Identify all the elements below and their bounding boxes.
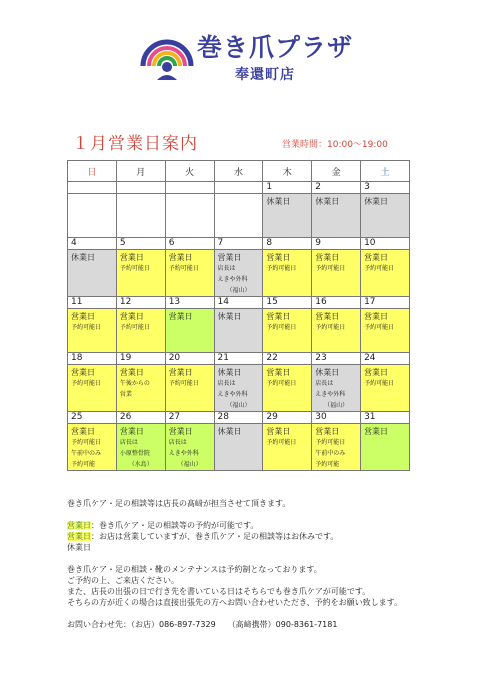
day-number: 3 — [361, 182, 409, 194]
day-note: 予約可能日 — [266, 265, 297, 272]
calendar-day-cell — [361, 412, 410, 471]
day-note: 予約可能日 — [315, 439, 346, 446]
calendar-week-row — [68, 297, 410, 353]
weekday-sat: 土 — [361, 161, 410, 182]
day-number: 6 — [166, 238, 214, 250]
day-status — [68, 194, 116, 196]
calendar-day-cell — [312, 182, 361, 238]
legend-lime-text: ：お店は営業していますが、巻き爪ケア・足の相談等はお休みです。 — [91, 532, 339, 541]
calendar-day-cell — [116, 353, 165, 412]
day-note: （福山） — [226, 402, 251, 409]
day-status: 休業日 — [364, 197, 389, 206]
reservation-note-2: ご予約の上、ご来店ください。 — [67, 576, 179, 585]
day-status: 休業日 — [71, 253, 95, 262]
day-number: 8 — [263, 238, 311, 250]
day-number: 19 — [117, 353, 165, 365]
business-hours: 営業時間：10:00〜19:00 — [282, 140, 388, 150]
day-number — [68, 182, 116, 194]
brand-name: 巻き爪プラザ — [197, 33, 354, 62]
day-note: 午後からの — [119, 380, 150, 387]
day-note: 予約可能日 — [119, 324, 150, 331]
legend-yellow-text: ：巻き爪ケア・足の相談等の予約が可能です。 — [91, 521, 259, 530]
day-note: 予約可能日 — [168, 380, 199, 387]
day-note: 予約可能日 — [266, 439, 297, 446]
logo — [139, 28, 354, 90]
day-status: 休業日 — [315, 197, 340, 206]
legend-lime — [67, 531, 467, 542]
day-note: 午前中のみ — [315, 450, 346, 457]
calendar-day-cell — [263, 297, 312, 353]
day-note: 予約可能日 — [266, 324, 297, 331]
calendar-day-cell — [361, 353, 410, 412]
day-note: 予約可能日 — [71, 380, 102, 387]
calendar-day-cell — [116, 238, 165, 297]
calendar-day-cell — [116, 182, 165, 238]
day-note: 午前中のみ — [71, 450, 102, 457]
day-status: 休業日 — [315, 368, 340, 377]
day-status: 営業日 — [364, 427, 389, 436]
weekday-fri: 金 — [312, 161, 361, 182]
calendar-day-cell — [214, 353, 263, 412]
day-note: 予約可能日 — [364, 265, 395, 272]
reservation-note-4: そちらの方が近くの場合は直接出張先の方へお問い合わせいただき、予約をお願い致します。 — [67, 598, 403, 607]
day-note: 店長は — [168, 439, 187, 446]
day-number: 18 — [68, 353, 116, 365]
day-number: 24 — [361, 353, 409, 365]
calendar-day-cell — [68, 353, 117, 412]
day-note: （福山） — [324, 402, 349, 409]
weekday-header-row — [68, 161, 410, 182]
day-status — [117, 194, 165, 196]
day-note: 予約可能日 — [364, 380, 395, 387]
legend-gray — [67, 542, 467, 553]
day-status: 営業日 — [168, 312, 193, 321]
day-number: 17 — [361, 297, 409, 309]
day-status: 営業日 — [71, 427, 95, 436]
day-number: 16 — [312, 297, 360, 309]
calendar-week-row — [68, 353, 410, 412]
legend-lime-label: 営業日 — [67, 532, 91, 541]
day-status: 営業日 — [315, 253, 340, 262]
calendar-day-cell — [361, 238, 410, 297]
calendar-day-cell — [263, 412, 312, 471]
calendar-day-cell — [68, 412, 117, 471]
calendar-day-cell — [263, 182, 312, 238]
day-status: 営業日 — [364, 253, 389, 262]
calendar — [67, 160, 410, 471]
day-status: 営業日 — [119, 253, 144, 262]
day-number: 30 — [312, 412, 360, 424]
day-note: 店長は — [217, 265, 236, 272]
day-number — [166, 182, 214, 194]
day-number: 29 — [263, 412, 311, 424]
calendar-day-cell — [312, 238, 361, 297]
day-status: 営業日 — [71, 312, 95, 321]
day-status: 営業日 — [364, 368, 389, 377]
day-number: 15 — [263, 297, 311, 309]
day-number: 5 — [117, 238, 165, 250]
day-note: えきや外科 — [168, 450, 199, 457]
reservation-note-1: 巻き爪ケア・足の相談・靴のメンテナンスは予約制となっております。 — [67, 565, 322, 574]
legend-yellow — [67, 520, 467, 531]
day-status: 休業日 — [217, 312, 242, 321]
legend-gray-label: 休業日 — [67, 543, 91, 552]
day-number — [117, 182, 165, 194]
calendar-day-cell — [312, 412, 361, 471]
calendar-day-cell — [214, 297, 263, 353]
legend-yellow-label: 営業日 — [67, 521, 91, 530]
calendar-day-cell — [312, 353, 361, 412]
weekday-sun: 日 — [68, 161, 117, 182]
day-number: 12 — [117, 297, 165, 309]
day-status: 営業日 — [168, 368, 193, 377]
page-title: １月営業日案内 — [72, 134, 198, 154]
day-number: 20 — [166, 353, 214, 365]
calendar-day-cell — [68, 297, 117, 353]
day-status: 営業日 — [315, 312, 340, 321]
day-status: 休業日 — [266, 197, 291, 206]
day-number: 31 — [361, 412, 409, 424]
day-note: えきや外科 — [217, 391, 248, 398]
day-number: 1 — [263, 182, 311, 194]
day-number: 4 — [68, 238, 116, 250]
day-status: 営業日 — [364, 312, 389, 321]
day-status: 営業日 — [168, 427, 193, 436]
day-note: 予約可能日 — [71, 439, 102, 446]
calendar-day-cell — [165, 412, 214, 471]
day-note: 予約可能日 — [119, 265, 150, 272]
day-note: 予約可能日 — [315, 265, 346, 272]
day-note: 予約可能日 — [315, 324, 346, 331]
calendar-day-cell — [312, 297, 361, 353]
day-number: 14 — [215, 297, 263, 309]
day-note: 店長は — [217, 380, 236, 387]
day-note: 小原整骨院 — [119, 450, 150, 457]
weekday-wed: 水 — [214, 161, 263, 182]
day-status: 営業日 — [168, 253, 193, 262]
day-status: 営業日 — [315, 427, 340, 436]
day-note: （水島） — [128, 461, 153, 468]
day-number: 2 — [312, 182, 360, 194]
day-status: 休業日 — [217, 368, 242, 377]
day-number: 13 — [166, 297, 214, 309]
day-note: 予約可能日 — [71, 324, 102, 331]
day-number: 21 — [215, 353, 263, 365]
day-number: 7 — [215, 238, 263, 250]
day-number: 9 — [312, 238, 360, 250]
day-status: 休業日 — [217, 427, 242, 436]
day-status: 営業日 — [266, 312, 291, 321]
day-note: えきや外科 — [217, 276, 248, 283]
day-number — [215, 182, 263, 194]
day-note: えきや外科 — [315, 391, 346, 398]
calendar-day-cell — [165, 182, 214, 238]
calendar-week-row — [68, 412, 410, 471]
day-status: 営業日 — [217, 253, 242, 262]
day-note: 予約可能日 — [364, 324, 395, 331]
day-number: 22 — [263, 353, 311, 365]
calendar-day-cell — [165, 353, 214, 412]
day-status: 営業日 — [119, 368, 144, 377]
day-note: 予約可能 — [71, 461, 96, 468]
calendar-day-cell — [361, 297, 410, 353]
reservation-note-3: また、店長の出張の日で行き先を書いている日はそちらでも巻き爪ケアが可能です。 — [67, 587, 371, 596]
calendar-day-cell — [165, 297, 214, 353]
day-number: 23 — [312, 353, 360, 365]
rainbow-logo-icon — [139, 36, 195, 80]
calendar-day-cell — [361, 182, 410, 238]
day-number: 27 — [166, 412, 214, 424]
day-note: （福山） — [177, 461, 202, 468]
calendar-day-cell — [263, 353, 312, 412]
day-note: 予約可能日 — [266, 380, 297, 387]
calendar-day-cell — [165, 238, 214, 297]
calendar-day-cell — [263, 238, 312, 297]
day-note: 店長は — [315, 380, 334, 387]
calendar-day-cell — [68, 238, 117, 297]
calendar-day-cell — [214, 238, 263, 297]
day-number: 28 — [215, 412, 263, 424]
calendar-day-cell — [116, 412, 165, 471]
calendar-week-row — [68, 238, 410, 297]
day-status: 営業日 — [266, 427, 291, 436]
day-status: 営業日 — [71, 368, 95, 377]
day-status: 営業日 — [119, 427, 144, 436]
day-status: 営業日 — [266, 368, 291, 377]
day-note: 営業 — [119, 391, 132, 398]
weekday-mon: 月 — [116, 161, 165, 182]
day-note: 予約可能日 — [168, 265, 199, 272]
weekday-tue: 火 — [165, 161, 214, 182]
day-number: 10 — [361, 238, 409, 250]
calendar-week-row — [68, 182, 410, 238]
day-status — [215, 194, 263, 196]
day-status: 営業日 — [266, 253, 291, 262]
calendar-day-cell — [214, 412, 263, 471]
staff-note: 巻き爪ケア・足の相談等は店長の髙﨑が担当させて頂きます。 — [67, 499, 291, 508]
calendar-day-cell — [214, 182, 263, 238]
day-note: （福山） — [226, 287, 251, 294]
day-number: 25 — [68, 412, 116, 424]
contact-info: お問い合わせ先：（お店）086-897-7329 （髙﨑携帯）090-8361-7181 — [67, 620, 338, 629]
calendar-day-cell — [116, 297, 165, 353]
calendar-day-cell — [68, 182, 117, 238]
day-note: 店長は — [119, 439, 138, 446]
day-note: 予約可能 — [315, 461, 340, 468]
day-status — [166, 194, 214, 196]
day-status: 営業日 — [119, 312, 144, 321]
notes-section — [67, 498, 467, 630]
day-number: 26 — [117, 412, 165, 424]
weekday-thu: 木 — [263, 161, 312, 182]
day-number: 11 — [68, 297, 116, 309]
store-name: 奉還町店 — [235, 67, 295, 83]
